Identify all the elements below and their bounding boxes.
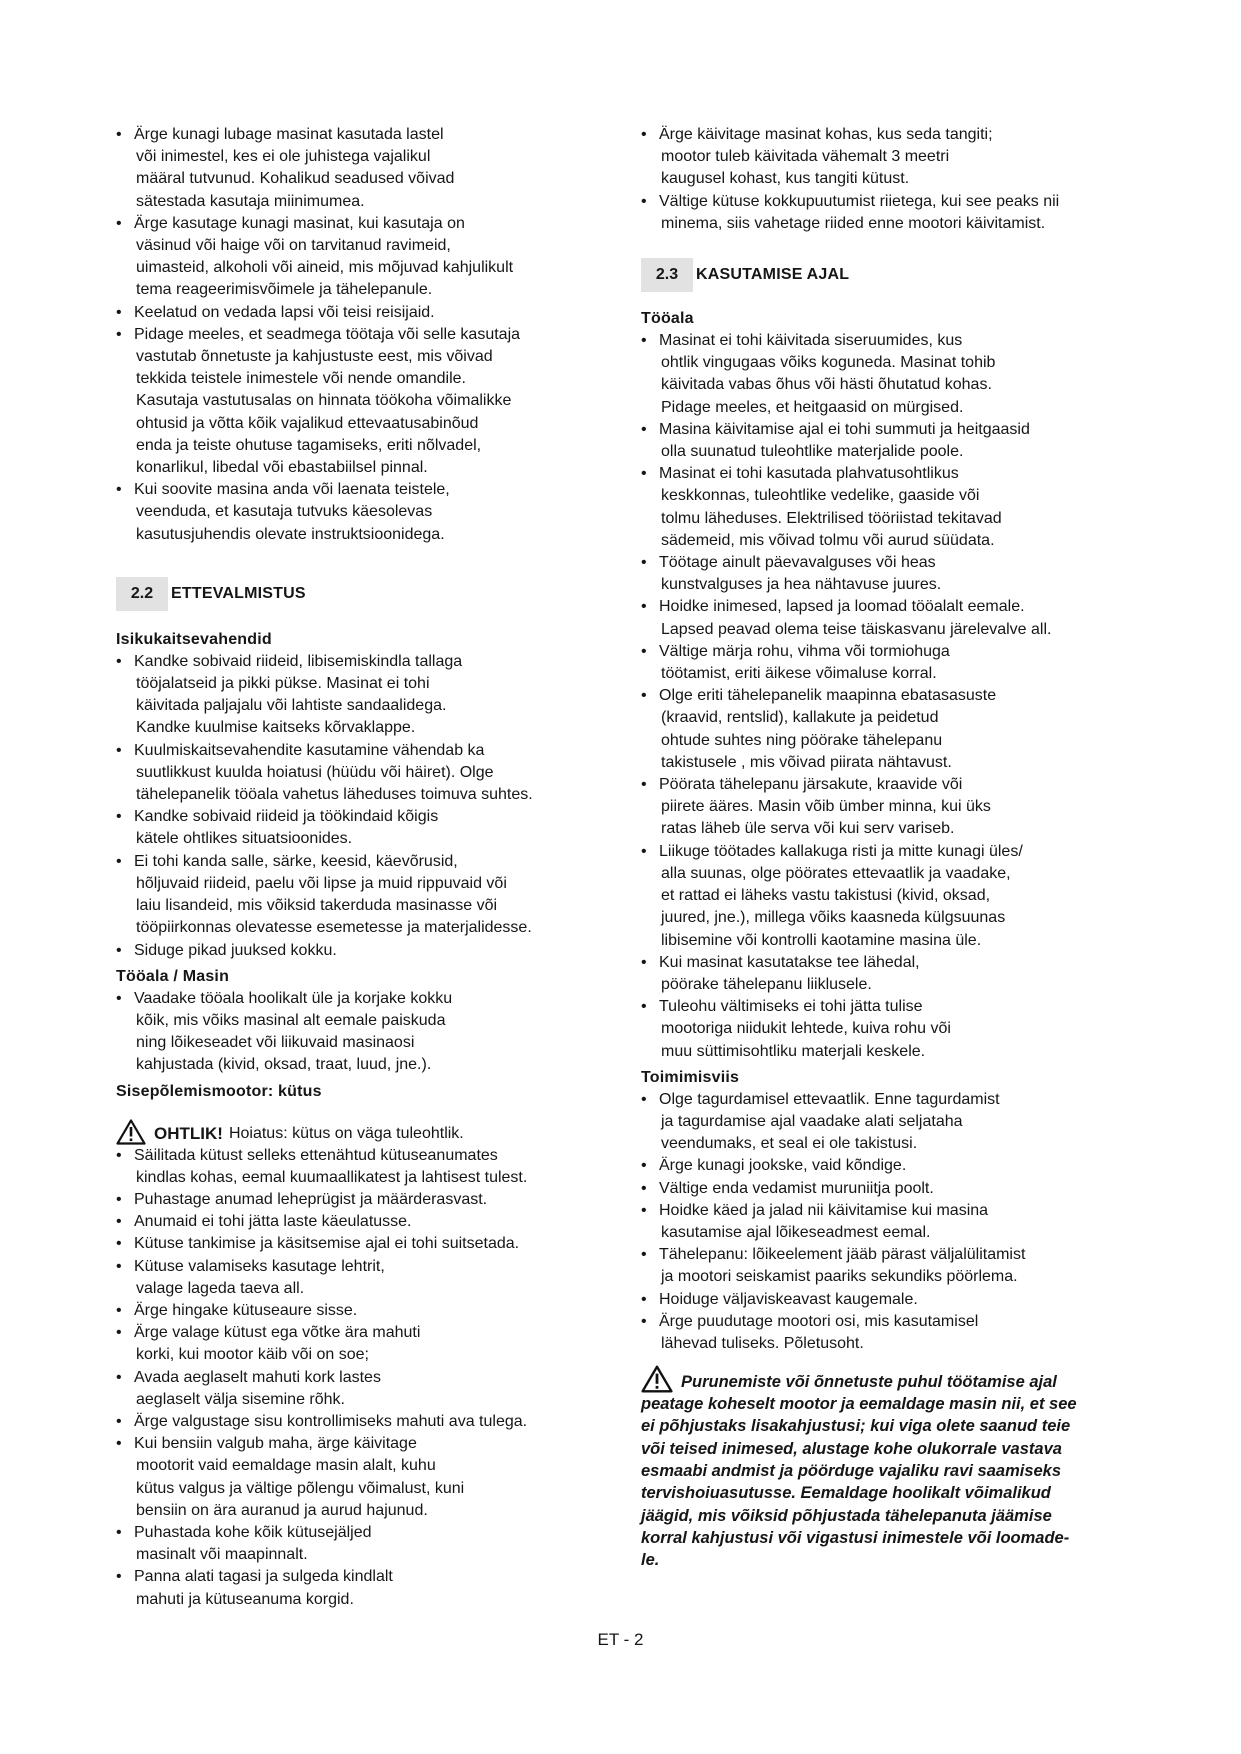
- page-number: ET - 2: [597, 1630, 644, 1649]
- bullet-line: • Masinat ei tohi käivitada siseruumides, kus: [659, 332, 963, 350]
- bullet-line: kindlas kohas, eemal kuumaallikatest ja lahtisest tulest.: [136, 1168, 528, 1186]
- bullet-line: konarlikul, libedal või ebastabiilsel pinnal.: [136, 459, 428, 477]
- bullet-line: piirete ääres. Masin võib ümber minna, kui üks: [661, 798, 991, 816]
- final-warning-line: jäägid, mis võiksid põhjustada tähelepanuta jäämise: [641, 1506, 1052, 1525]
- ppe-list: [116, 651, 611, 962]
- bullet-item: [116, 1433, 611, 1522]
- bullet-line: • Ärge puudutage mootori osi, mis kasutamisel: [659, 1312, 979, 1330]
- bullet-item: [116, 651, 611, 740]
- final-warning: [641, 1365, 1136, 1571]
- bullet-line: suutlikkust kuulda hoiatusi (hüüdu või häiret). Olge: [136, 763, 494, 781]
- bullet-line: töötamist, eriti äikese võimaluse korral.: [661, 665, 937, 683]
- bullet-line: • Puhastada kohe kõik kütusejäljed: [134, 1523, 372, 1541]
- bullet-line: alla suunas, olge pöörates ettevaatlik ja vaadake,: [661, 864, 1011, 882]
- bullet-line: • Vältige enda vedamist muruniitja poolt.: [659, 1179, 934, 1197]
- bullet-item: [116, 1411, 611, 1433]
- bullet-line: veendumaks, et seal ei ole takistusi.: [661, 1135, 918, 1153]
- bullet-item: [116, 1145, 611, 1189]
- bullet-item: [641, 191, 1136, 235]
- bullet-line: valage lageda taeva all.: [136, 1279, 305, 1297]
- bullet-line: mootorit vaid eemaldage masin alalt, kuhu: [136, 1457, 436, 1475]
- bullet-line: bensiin on ära auranud ja aurud hajunud.: [136, 1501, 428, 1519]
- bullet-line: • Tuleohu vältimiseks ei tohi jätta tulise: [659, 998, 923, 1016]
- final-warning-line: esmaabi andmist ja pöörduge vajaliku ravi saamiseks: [641, 1462, 1062, 1481]
- bullet-line: hõljuvaid riideid, paelu või lipse ja muid rippuvaid või: [136, 874, 507, 892]
- intro-list-left: [116, 124, 611, 546]
- bullet-line: • Ärge kunagi jookske, vaid kõndige.: [659, 1157, 907, 1175]
- bullet-line: et rattad ei läheks vastu takistusi (kivid, oksad,: [661, 887, 991, 905]
- bullet-item: [116, 851, 611, 940]
- bullet-line: • Kütuse tankimise ja käsitsemise ajal ei tohi suitsetada.: [134, 1235, 520, 1253]
- bullet-line: • Kui masinat kasutatakse tee lähedal,: [659, 953, 920, 971]
- work-area-heading: Tööala / Masin: [116, 967, 230, 985]
- bullet-item: [641, 463, 1136, 552]
- bullet-item: [641, 841, 1136, 952]
- section-number: 2.2: [116, 577, 168, 611]
- section-title: ETTEVALMISTUS: [171, 584, 306, 602]
- final-warning-line: Purunemiste või õnnetuste puhul töötamise ajal: [681, 1372, 1057, 1391]
- bullet-item: [116, 940, 611, 962]
- bullet-line: sätestada kasutaja miinimumea.: [136, 192, 365, 210]
- bullet-line: • Kui soovite masina anda või laenata teistele,: [134, 481, 450, 499]
- bullet-line: Pidage meeles, et heitgaasid on mürgised.: [661, 398, 964, 416]
- bullet-item: [116, 479, 611, 546]
- bullet-item: [116, 213, 611, 302]
- bullet-line: ja mootori seiskamist paariks sekundiks pöörlema.: [661, 1268, 1018, 1286]
- bullet-item: [641, 1200, 1136, 1244]
- bullet-line: masinalt või maapinnalt.: [136, 1546, 308, 1564]
- bullet-line: juured, jne.), millega võiks kaasneda külgsuunas: [661, 909, 1006, 927]
- bullet-line: pöörake tähelepanu liiklusele.: [661, 975, 872, 993]
- bullet-item: [116, 324, 611, 479]
- bullet-line: kasutamise ajal lõikeseadmest eemal.: [661, 1223, 931, 1241]
- bullet-line: enda ja teiste ohutuse tagamiseks, eriti nõlvadel,: [136, 436, 482, 454]
- bullet-line: kunstvalguses ja hea nähtavuse juures.: [661, 576, 942, 594]
- bullet-item: [116, 302, 611, 324]
- bullet-line: • Kandke sobivaid riideid ja töökindaid kõigis: [134, 808, 439, 826]
- intro-list-right: [641, 124, 1136, 235]
- bullet-item: [116, 740, 611, 807]
- final-warning-line: või teised inimesed, alustage kohe olukorrale vastava: [641, 1439, 1062, 1458]
- bullet-item: [116, 1233, 611, 1255]
- bullet-line: tähelepanelik tööala vahetus läheduses toimuva suhtes.: [136, 786, 533, 804]
- bullet-line: tööpiirkonnas olevatesse esemetesse ja materjalidesse.: [136, 919, 532, 937]
- bullet-line: sädemeid, mis võivad tolmu või aurud süüdata.: [661, 531, 995, 549]
- bullet-line: Kasutaja vastutusalas on hinnata töökoha võimalikke: [136, 392, 512, 410]
- bullet-line: olla suunatud tuleohtlike materjalide poole.: [661, 443, 964, 461]
- bullet-line: veenduda, et kasutaja tutvuks käesolevas: [136, 503, 433, 521]
- bullet-line: • Avada aeglaselt mahuti kork lastes: [134, 1368, 381, 1386]
- bullet-line: • Keelatud on vedada lapsi või teisi reisijaid.: [134, 303, 435, 321]
- bullet-item: [641, 552, 1136, 596]
- bullet-line: kõik, mis võiks masinal alt eemale paiskuda: [136, 1011, 446, 1029]
- warning-label: OHTLIK!: [154, 1123, 223, 1143]
- bullet-line: • Vältige kütuse kokkupuutumist riietega, kui see peaks nii: [659, 192, 1060, 210]
- ppe-heading: Isikukaitsevahendid: [116, 630, 272, 648]
- bullet-line: • Siduge pikad juuksed kokku.: [134, 941, 337, 959]
- bullet-line: kasutusjuhendis olevate instruktsioonidega.: [136, 525, 445, 543]
- bullet-line: tööjalatseid ja pikki pükse. Masinat ei tohi: [136, 675, 430, 693]
- final-warning-line: le.: [641, 1551, 660, 1570]
- bullet-item: [116, 1367, 611, 1411]
- bullet-line: • Vaadake tööala hoolikalt üle ja korjake kokku: [134, 989, 453, 1007]
- bullet-item: [116, 988, 611, 1077]
- bullet-item: [116, 1522, 611, 1566]
- bullet-item: [641, 1155, 1136, 1177]
- section-title: KASUTAMISE AJAL: [696, 266, 850, 284]
- bullet-item: [641, 996, 1136, 1063]
- bullet-item: [116, 806, 611, 850]
- area-list: [641, 330, 1136, 1063]
- bullet-line: mootor tuleb käivitada vähemalt 3 meetri: [661, 148, 950, 166]
- bullet-item: [641, 1289, 1136, 1311]
- bullet-line: • Töötage ainult päevavalguses või heas: [659, 554, 936, 572]
- bullet-item: [116, 1300, 611, 1322]
- bullet-line: mootoriga niidukit lehtede, kuiva rohu või: [661, 1020, 951, 1038]
- bullet-line: • Ärge hingake kütuseaure sisse.: [134, 1301, 358, 1319]
- bullet-line: • Ei tohi kanda salle, särke, keesid, käevõrusid,: [134, 852, 458, 870]
- bullet-item: [116, 1189, 611, 1211]
- bullet-item: [641, 1244, 1136, 1288]
- left-column: [116, 124, 611, 1611]
- bullet-line: keskkonnas, tuleohtlike vedelike, gaaside või: [661, 487, 980, 505]
- bullet-item: [641, 952, 1136, 996]
- bullet-item: [641, 641, 1136, 685]
- bullet-line: takistusele , mis võivad piirata nähtavust.: [661, 753, 952, 771]
- bullet-item: [641, 124, 1136, 191]
- bullet-line: • Ärge valgustage sisu kontrollimiseks mahuti ava tulega.: [134, 1412, 528, 1430]
- final-warning-first-line: [641, 1365, 1136, 1393]
- bullet-item: [641, 419, 1136, 463]
- final-warning-rest: [641, 1393, 1136, 1571]
- bullet-line: minema, siis vahetage riided enne mootori käivitamist.: [661, 214, 1046, 232]
- bullet-line: ning lõikeseadet või liikuvaid masinaosi: [136, 1034, 415, 1052]
- bullet-line: • Masina käivitamise ajal ei tohi summuti ja heitgaasid: [659, 420, 1030, 438]
- work-area-list: [116, 988, 611, 1077]
- final-warning-line: peatage koheselt mootor ja eemaldage masin nii, et see: [641, 1395, 1077, 1414]
- bullet-line: • Säilitada kütust selleks ettenähtud kütuseanumates: [134, 1146, 498, 1164]
- bullet-line: • Kuulmiskaitsevahendite kasutamine vähendab ka: [134, 741, 485, 759]
- bullet-line: • Pöörata tähelepanu järsakute, kraavide või: [659, 776, 963, 794]
- bullet-item: [641, 596, 1136, 640]
- bullet-line: lähevad tuliseks. Põletusoht.: [661, 1334, 864, 1352]
- bullet-line: • Vältige märja rohu, vihma või tormiohuga: [659, 642, 950, 660]
- bullet-line: • Ärge kasutage kunagi masinat, kui kasutaja on: [134, 214, 465, 232]
- final-warning-line: tervishoiuasutusse. Eemaldage hoolikalt võimalikud: [641, 1484, 1051, 1503]
- warning-icon: [641, 1365, 673, 1393]
- bullet-line: • Hoiduge väljaviskeavast kaugemale.: [659, 1290, 918, 1308]
- section-heading-2-3: [641, 258, 1136, 292]
- bullet-item: [641, 330, 1136, 419]
- bullet-line: ohtusid ja võtta kõik vajalikud ettevaatusabinõud: [136, 414, 479, 432]
- warning-text: Hoiatus: kütus on väga tuleohtlik.: [228, 1124, 464, 1142]
- bullet-item: [116, 1256, 611, 1300]
- bullet-line: • Ärge käivitage masinat kohas, kus seda tangiti;: [659, 126, 993, 143]
- final-warning-line: ei põhjustaks lisakahjustusi; kui viga olete saanud teie: [641, 1417, 1071, 1436]
- bullet-item: [116, 1322, 611, 1366]
- mode-list: [641, 1089, 1136, 1355]
- bullet-line: korki, kui mootor käib või on soe;: [136, 1346, 369, 1364]
- bullet-item: [116, 1211, 611, 1233]
- bullet-line: libisemine või kontrolli kaotamine masina üle.: [661, 931, 982, 949]
- mode-heading: Toimimisviis: [641, 1068, 740, 1086]
- bullet-line: • Tähelepanu: lõikeelement jääb pärast väljalülitamist: [659, 1246, 1026, 1264]
- bullet-line: Lapsed peavad olema teise täiskasvanu järelevalve all.: [661, 620, 1052, 638]
- bullet-line: kütus valgus ja vältige põlengu võimalust, kuni: [136, 1479, 465, 1497]
- bullet-item: [641, 1311, 1136, 1355]
- bullet-line: kaugusel kohast, kus tangiti kütust.: [661, 170, 910, 188]
- right-column: [641, 124, 1136, 1572]
- bullet-line: ohtlik vingugaas võiks koguneda. Masinat tohib: [661, 354, 996, 372]
- bullet-item: [641, 1178, 1136, 1200]
- bullet-line: Kandke kuulmise kaitseks kõrvaklappe.: [136, 719, 416, 737]
- bullet-item: [641, 774, 1136, 841]
- bullet-line: ratas läheb üle serva või kui serv variseb.: [661, 820, 955, 838]
- bullet-line: • Kui bensiin valgub maha, ärge käivitage: [134, 1435, 417, 1453]
- bullet-line: kätele ohtlikes situatsioonides.: [136, 830, 353, 848]
- area-heading: Tööala: [641, 310, 694, 328]
- bullet-line: • Ärge kunagi lubage masinat kasutada lastel: [134, 126, 444, 143]
- bullet-line: laiu lisandeid, mis võiksid takerduda masinasse või: [136, 897, 498, 915]
- fuel-heading: Sisepõlemismootor: kütus: [116, 1082, 322, 1100]
- bullet-line: • Anumaid ei tohi jätta laste käeulatusse.: [134, 1213, 412, 1231]
- bullet-line: käivitada paljajalu või lahtiste sandaalidega.: [136, 697, 447, 715]
- bullet-line: tekkida teistele inimestele või nende omandile.: [136, 370, 466, 388]
- bullet-line: või inimestel, kes ei ole juhistega vajalikul: [136, 148, 431, 166]
- bullet-line: • Hoidke inimesed, lapsed ja loomad tööalalt eemale.: [659, 598, 1025, 616]
- bullet-line: • Kandke sobivaid riideid, libisemiskindla tallaga: [134, 652, 463, 670]
- warning-icon: [116, 1119, 146, 1145]
- bullet-line: • Kütuse valamiseks kasutage lehtrit,: [134, 1257, 385, 1275]
- bullet-line: vastutab õnnetuste ja kahjustuste eest, mis võivad: [136, 348, 493, 366]
- bullet-line: aeglaselt välja sisemine rõhk.: [136, 1390, 345, 1408]
- bullet-line: ja tagurdamise ajal vaadake alati seljataha: [661, 1112, 963, 1130]
- bullet-line: • Olge tagurdamisel ettevaatlik. Enne tagurdamist: [659, 1090, 1000, 1108]
- bullet-line: uimasteid, alkoholi või aineid, mis mõjuvad kahjulikult: [136, 259, 514, 277]
- bullet-line: ohtude suhtes ning pöörake tähelepanu: [661, 731, 943, 749]
- bullet-line: • Pidage meeles, et seadmega töötaja või selle kasutaja: [134, 325, 521, 343]
- bullet-line: • Olge eriti tähelepanelik maapinna ebatasasuste: [659, 687, 997, 705]
- bullet-item: [116, 124, 611, 213]
- bullet-line: kahjustada (kivid, oksad, traat, luud, jne.).: [136, 1056, 432, 1074]
- final-warning-line: korral kahjustusi või vigastusi inimestele või loomade-: [641, 1528, 1070, 1547]
- bullet-line: • Masinat ei tohi kasutada plahvatusohtlikus: [659, 465, 959, 483]
- bullet-line: tema reageerimisvõimele ja tähelepanule.: [136, 281, 433, 299]
- bullet-item: [641, 685, 1136, 774]
- bullet-item: [116, 1566, 611, 1610]
- bullet-line: • Hoidke käed ja jalad nii käivitamise kui masina: [659, 1201, 989, 1219]
- bullet-line: muu süttimisohtliku materjali keskele.: [661, 1042, 926, 1060]
- bullet-line: • Ärge valage kütust ega võtke ära mahuti: [134, 1324, 421, 1342]
- bullet-line: mahuti ja kütuseanuma korgid.: [136, 1590, 354, 1608]
- fuel-list: [116, 1145, 611, 1611]
- bullet-line: tolmu läheduses. Elektrilised tööriistad tekitavad: [661, 509, 1002, 527]
- bullet-item: [641, 1089, 1136, 1156]
- bullet-line: (kraavid, rentslid), kallakute ja peidetud: [661, 709, 939, 727]
- section-heading-2-2: [116, 577, 611, 611]
- bullet-line: • Liikuge töötades kallakuga risti ja mitte kunagi üles/: [659, 842, 1023, 860]
- bullet-line: väsinud või haige või on tarvitanud ravimeid,: [136, 237, 451, 255]
- bullet-line: • Puhastage anumad leheprügist ja määrderasvast.: [134, 1190, 488, 1208]
- section-number: 2.3: [641, 258, 693, 292]
- bullet-line: määral tutvunud. Kohalikud seadused võivad: [136, 170, 455, 188]
- bullet-line: • Panna alati tagasi ja sulgeda kindlalt: [134, 1568, 393, 1586]
- bullet-line: käivitada vabas õhus või hästi õhutatud kohas.: [661, 376, 992, 394]
- fuel-warning: [116, 1119, 611, 1145]
